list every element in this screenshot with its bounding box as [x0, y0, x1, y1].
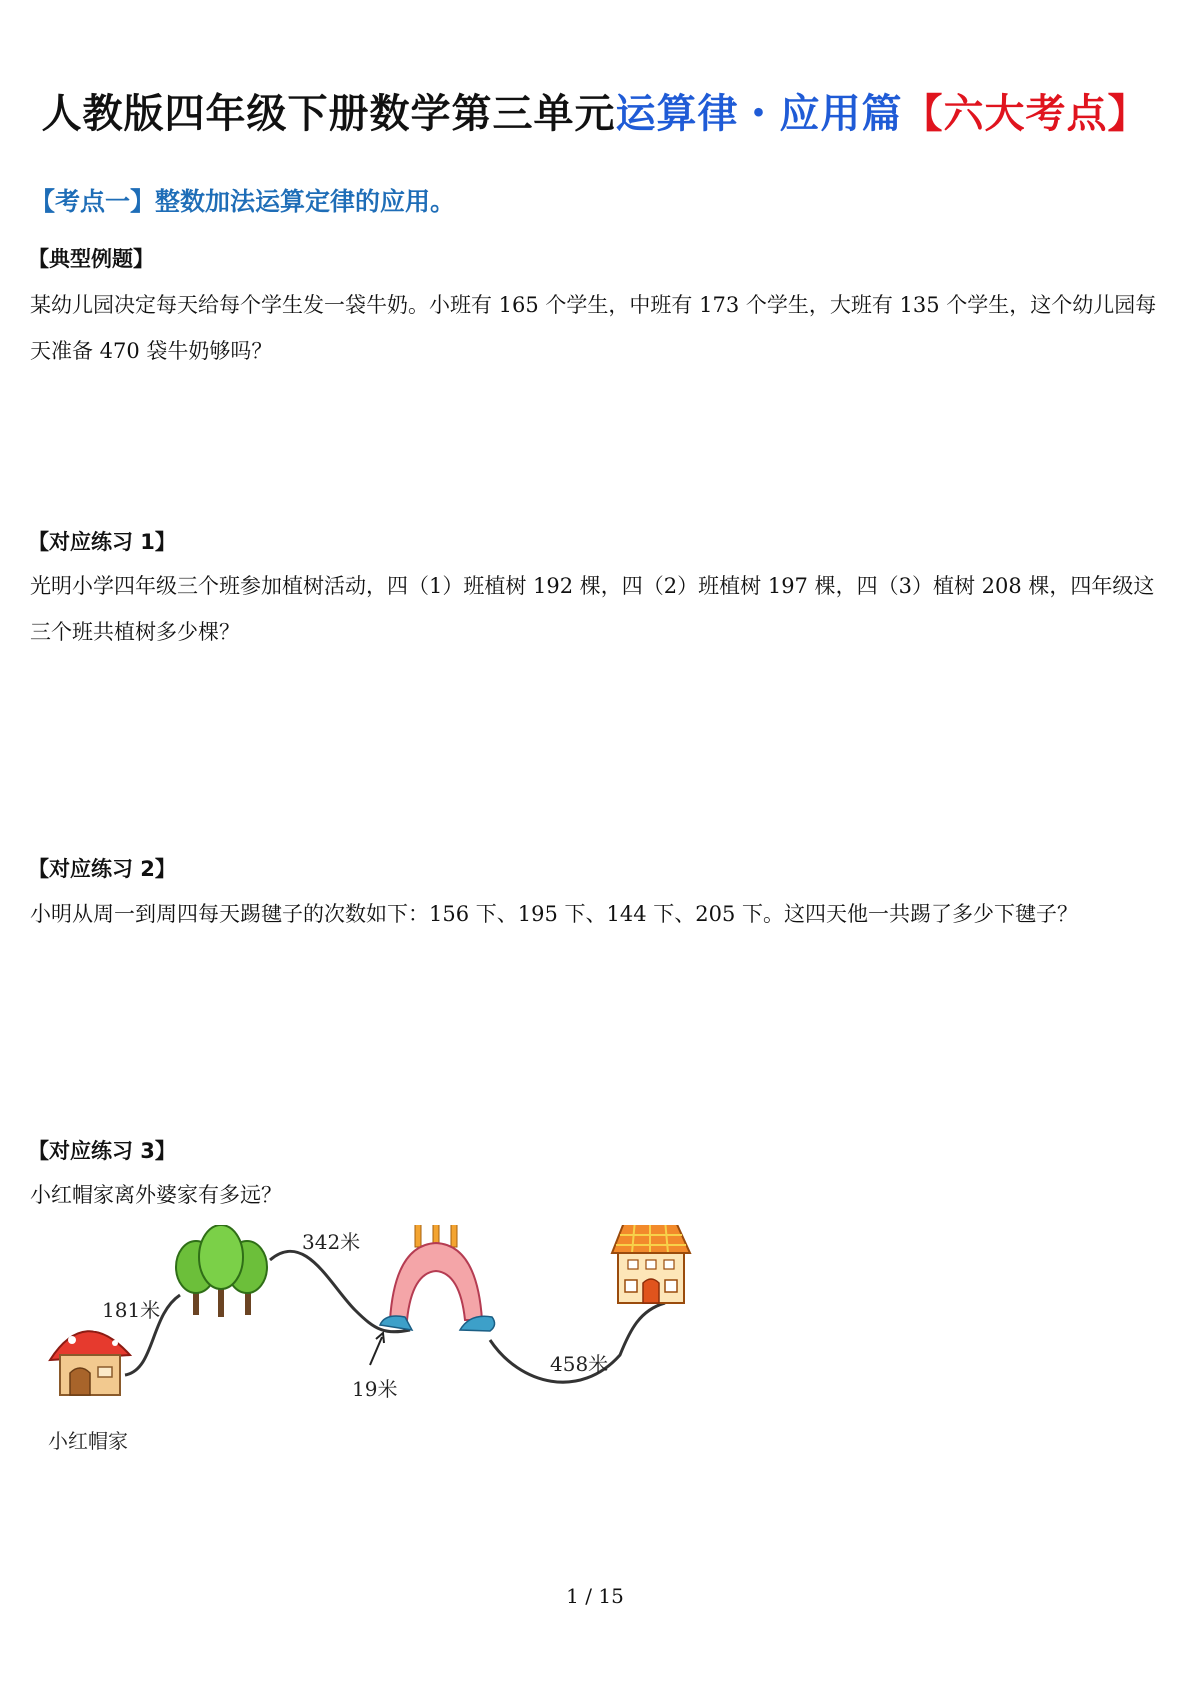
distance-181: 181米: [102, 1298, 161, 1322]
distance-342: 342米: [302, 1230, 361, 1254]
distance-458: 458米: [550, 1352, 609, 1376]
section-heading-1: 【考点一】整数加法运算定律的应用。: [30, 187, 456, 216]
practice3-label: 【对应练习 3】: [28, 1139, 176, 1163]
practice1-label: 【对应练习 1】: [28, 530, 176, 554]
practice2-label: 【对应练习 2】: [28, 857, 176, 881]
route-diagram: [40, 1225, 760, 1465]
practice3-text: 小红帽家离外婆家有多远？: [30, 1183, 282, 1207]
title-topic: 运算律・应用篇: [615, 91, 903, 137]
practice2-text: 小明从周一到周四每天踢毽子的次数如下：156 下、195 下、144 下、205 下。这四天他一共踢了多少下毽子？: [30, 902, 1079, 926]
title-tag: 【六大考点】: [902, 91, 1149, 137]
example-text: 某幼儿园决定每天给每个学生发一袋牛奶。小班有 165 个学生，中班有 173 个学生，大班有 135 个学生，这个幼儿园每天准备 470 袋牛奶够吗？: [30, 293, 1157, 363]
distance-19: 19米: [352, 1377, 398, 1401]
example-label: 【典型例题】: [28, 247, 154, 271]
title-main: 人教版四年级下册数学第三单元: [41, 91, 616, 137]
trees-icon: [176, 1225, 267, 1317]
home-label: 小红帽家: [48, 1429, 128, 1453]
page-number: 1 / 15: [566, 1584, 624, 1608]
arrow-icon: [370, 1333, 384, 1365]
grandma-house-icon: [612, 1225, 690, 1303]
page-title: [0, 82, 1190, 139]
practice1-text: 光明小学四年级三个班参加植树活动，四（1）班植树 192 棵，四（2）班植树 197 棵，四（3）植树 208 棵，四年级这三个班共植树多少棵？: [30, 574, 1155, 644]
bridge-icon: [380, 1225, 495, 1331]
home-icon: [50, 1323, 130, 1395]
